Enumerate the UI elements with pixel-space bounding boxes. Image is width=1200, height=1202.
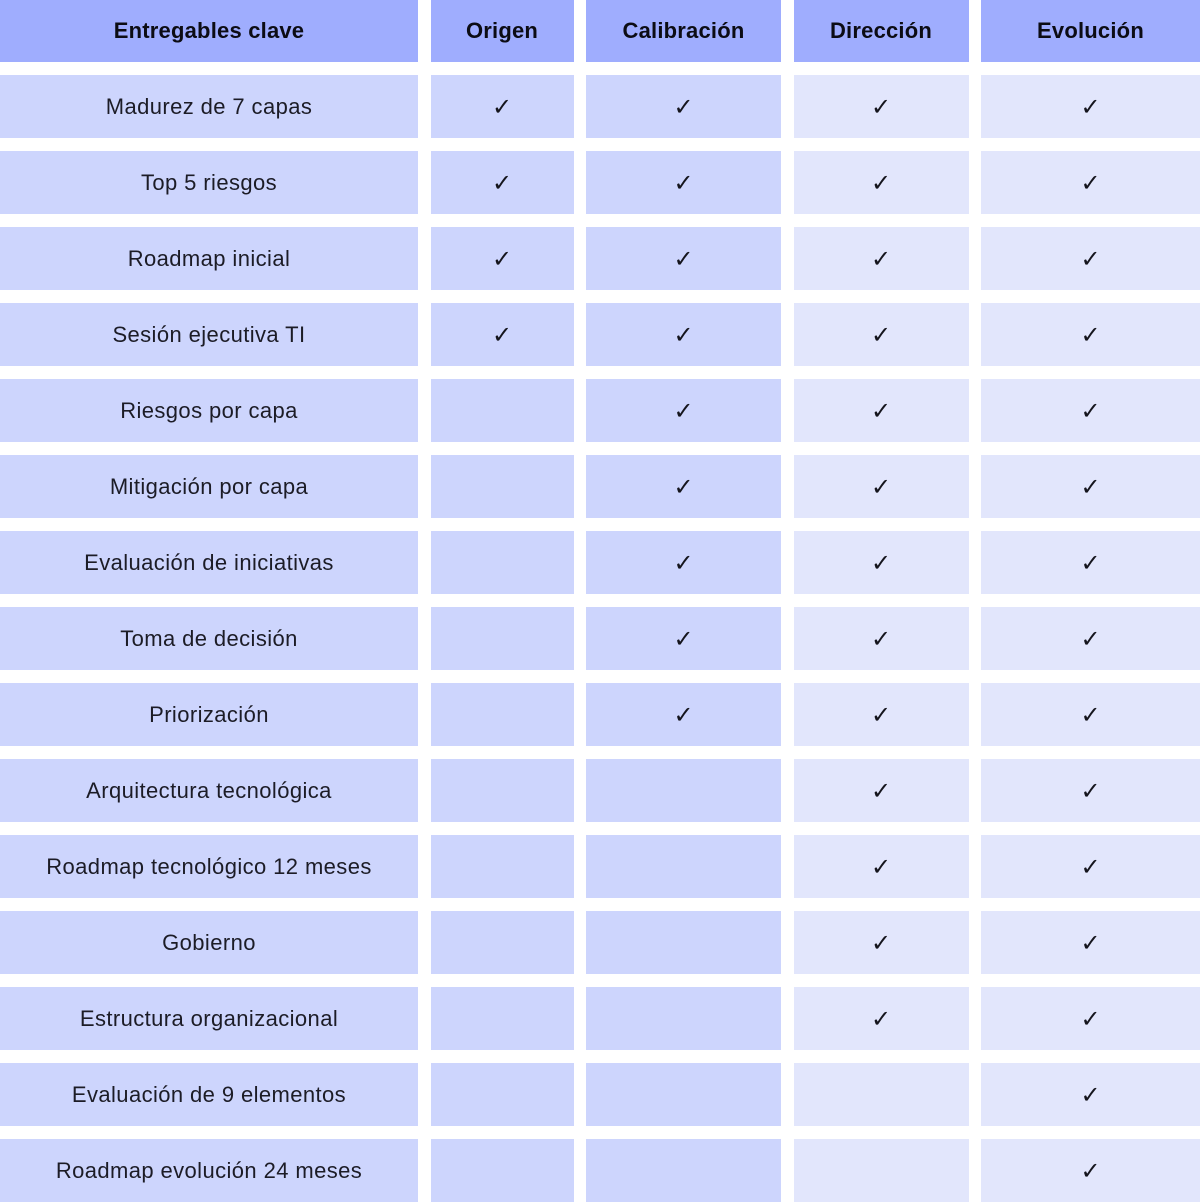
cell-origen	[431, 835, 574, 898]
cell-calibracion	[586, 455, 781, 518]
row-label: Evaluación de 9 elementos	[0, 1063, 418, 1126]
header-evolucion: Evolución	[981, 0, 1200, 62]
check-icon: ✓	[673, 472, 694, 501]
cell-calibracion	[586, 379, 781, 442]
check-icon: ✓	[673, 548, 694, 577]
check-icon: ✓	[1080, 244, 1101, 273]
check-icon: ✓	[1080, 1004, 1101, 1033]
cell-direccion	[794, 759, 969, 822]
cell-evolucion	[981, 303, 1200, 366]
cell-direccion	[794, 303, 969, 366]
cell-origen	[431, 1139, 574, 1202]
cell-origen	[431, 1063, 574, 1126]
row-label: Estructura organizacional	[0, 987, 418, 1050]
check-icon: ✓	[1080, 396, 1101, 425]
cell-origen	[431, 379, 574, 442]
check-icon: ✓	[1080, 168, 1101, 197]
row-label: Gobierno	[0, 911, 418, 974]
cell-evolucion	[981, 379, 1200, 442]
cell-calibracion	[586, 987, 781, 1050]
cell-evolucion	[981, 683, 1200, 746]
cell-direccion	[794, 1063, 969, 1126]
check-icon: ✓	[1080, 320, 1101, 349]
check-icon: ✓	[673, 244, 694, 273]
cell-origen	[431, 227, 574, 290]
check-icon: ✓	[673, 320, 694, 349]
check-icon: ✓	[870, 852, 892, 881]
header-deliverables: Entregables clave	[0, 0, 418, 62]
cell-calibracion	[586, 1139, 781, 1202]
check-icon: ✓	[673, 700, 694, 729]
cell-direccion	[794, 911, 969, 974]
check-icon: ✓	[491, 168, 513, 197]
check-icon: ✓	[1080, 1080, 1101, 1109]
cell-evolucion	[981, 911, 1200, 974]
cell-calibracion	[586, 531, 781, 594]
cell-evolucion	[981, 455, 1200, 518]
row-label: Madurez de 7 capas	[0, 75, 418, 138]
cell-origen	[431, 303, 574, 366]
row-label: Roadmap tecnológico 12 meses	[0, 835, 418, 898]
cell-direccion	[794, 531, 969, 594]
cell-direccion	[794, 151, 969, 214]
cell-direccion	[794, 607, 969, 670]
check-icon: ✓	[1080, 92, 1101, 121]
cell-evolucion	[981, 759, 1200, 822]
row-label: Roadmap inicial	[0, 227, 418, 290]
cell-calibracion	[586, 911, 781, 974]
cell-calibracion	[586, 683, 781, 746]
check-icon: ✓	[870, 548, 892, 577]
row-label: Toma de decisión	[0, 607, 418, 670]
cell-calibracion	[586, 151, 781, 214]
check-icon: ✓	[870, 320, 892, 349]
cell-origen	[431, 151, 574, 214]
check-icon: ✓	[870, 244, 892, 273]
cell-calibracion	[586, 1063, 781, 1126]
cell-evolucion	[981, 531, 1200, 594]
cell-origen	[431, 759, 574, 822]
cell-evolucion	[981, 607, 1200, 670]
cell-origen	[431, 75, 574, 138]
check-icon: ✓	[1080, 472, 1101, 501]
check-icon: ✓	[870, 92, 892, 121]
row-label: Evaluación de iniciativas	[0, 531, 418, 594]
row-label: Top 5 riesgos	[0, 151, 418, 214]
cell-direccion	[794, 75, 969, 138]
cell-direccion	[794, 835, 969, 898]
cell-calibracion	[586, 227, 781, 290]
cell-direccion	[794, 1139, 969, 1202]
check-icon: ✓	[870, 928, 892, 957]
cell-origen	[431, 911, 574, 974]
check-icon: ✓	[870, 1004, 892, 1033]
check-icon: ✓	[1080, 852, 1101, 881]
cell-calibracion	[586, 607, 781, 670]
check-icon: ✓	[673, 168, 694, 197]
header-direccion: Dirección	[794, 0, 969, 62]
check-icon: ✓	[491, 320, 513, 349]
check-icon: ✓	[673, 624, 694, 653]
cell-origen	[431, 607, 574, 670]
row-label: Sesión ejecutiva TI	[0, 303, 418, 366]
check-icon: ✓	[1080, 776, 1101, 805]
cell-evolucion	[981, 75, 1200, 138]
cell-origen	[431, 683, 574, 746]
check-icon: ✓	[491, 92, 513, 121]
cell-evolucion	[981, 987, 1200, 1050]
check-icon: ✓	[1080, 928, 1101, 957]
check-icon: ✓	[870, 168, 892, 197]
cell-evolucion	[981, 1063, 1200, 1126]
check-icon: ✓	[1080, 548, 1101, 577]
check-icon: ✓	[870, 472, 892, 501]
check-icon: ✓	[491, 244, 513, 273]
cell-evolucion	[981, 227, 1200, 290]
check-icon: ✓	[1080, 624, 1101, 653]
cell-calibracion	[586, 759, 781, 822]
cell-calibracion	[586, 75, 781, 138]
check-icon: ✓	[673, 396, 694, 425]
check-icon: ✓	[1080, 1156, 1101, 1185]
check-icon: ✓	[870, 776, 892, 805]
row-label: Roadmap evolución 24 meses	[0, 1139, 418, 1202]
header-calibracion: Calibración	[586, 0, 781, 62]
cell-calibracion	[586, 303, 781, 366]
cell-direccion	[794, 987, 969, 1050]
row-label: Priorización	[0, 683, 418, 746]
cell-evolucion	[981, 1139, 1200, 1202]
check-icon: ✓	[870, 700, 892, 729]
cell-direccion	[794, 227, 969, 290]
row-label: Mitigación por capa	[0, 455, 418, 518]
row-label: Arquitectura tecnológica	[0, 759, 418, 822]
cell-calibracion	[586, 835, 781, 898]
cell-direccion	[794, 683, 969, 746]
check-icon: ✓	[870, 624, 892, 653]
cell-origen	[431, 531, 574, 594]
cell-direccion	[794, 379, 969, 442]
cell-evolucion	[981, 151, 1200, 214]
check-icon: ✓	[870, 396, 892, 425]
check-icon: ✓	[1080, 700, 1101, 729]
cell-direccion	[794, 455, 969, 518]
header-origen: Origen	[431, 0, 574, 62]
check-icon: ✓	[673, 92, 694, 121]
cell-evolucion	[981, 835, 1200, 898]
cell-origen	[431, 987, 574, 1050]
cell-origen	[431, 455, 574, 518]
row-label: Riesgos por capa	[0, 379, 418, 442]
